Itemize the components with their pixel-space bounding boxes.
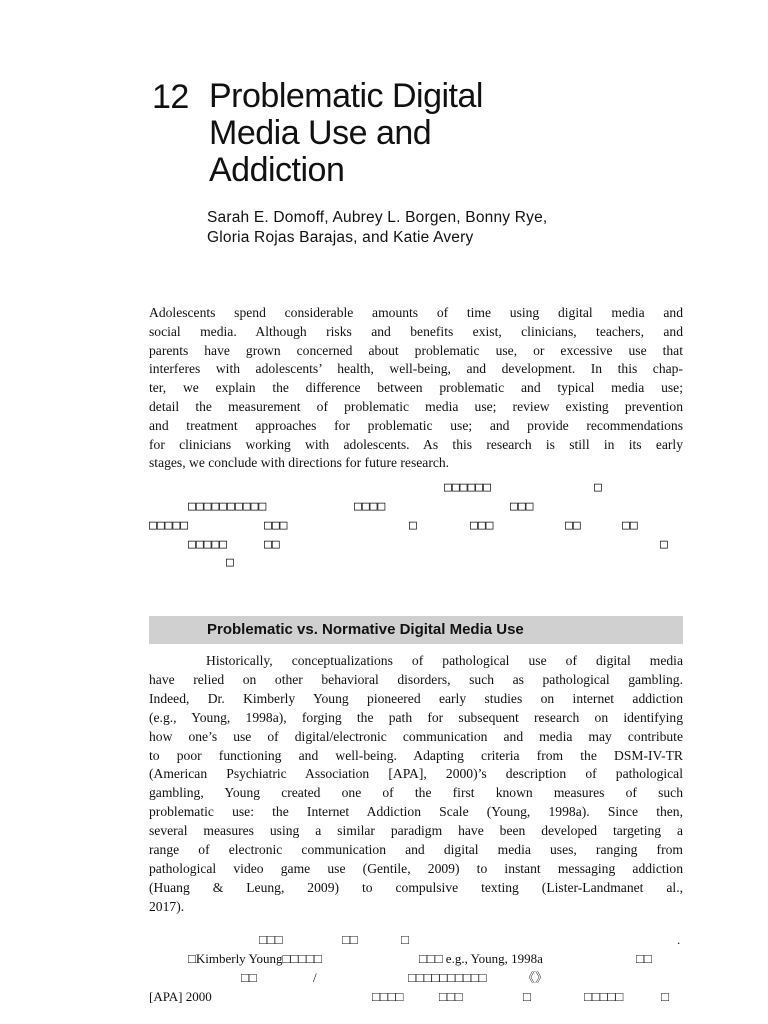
body-line: (Huang & Leung, 2009) to compulsive texting (Lister-Landmanet al., bbox=[149, 879, 683, 895]
abstract-line: and treatment approaches for problematic use; and provide recommendations bbox=[149, 417, 683, 433]
translation-glyphs: □□□□□□□□□□ bbox=[188, 499, 267, 514]
translation-glyphs: □□ bbox=[636, 951, 652, 966]
body-line: 2017). bbox=[149, 898, 185, 914]
body-line: (American Psychiatric Association [APA], 2000)’s description of pathological bbox=[149, 766, 683, 782]
translation-glyphs: 《》 bbox=[522, 970, 549, 985]
body-line: Historically, conceptualizations of pathological use of digital media bbox=[206, 653, 683, 668]
translation-glyphs: . bbox=[677, 932, 681, 947]
translation-glyphs: □ bbox=[401, 932, 409, 947]
body-line: gambling, Young created one of the first known measures of such bbox=[149, 785, 683, 801]
translation-glyphs: □□ bbox=[264, 537, 280, 552]
chapter-number: 12 bbox=[152, 78, 189, 116]
body-line: Indeed, Dr. Kimberly Young pioneered early studies on internet addiction bbox=[149, 690, 683, 706]
body-line: several measures using a similar paradigm have been developed targeting a bbox=[149, 823, 683, 839]
body-line: problematic use: the Internet Addiction Scale (Young, 1998a). Since then, bbox=[149, 804, 683, 820]
translation-glyphs: □ bbox=[523, 989, 531, 1004]
translation-glyphs: □□□□□ bbox=[188, 537, 228, 552]
body-paragraph bbox=[149, 652, 683, 917]
chapter-title-line: Problematic Digital bbox=[209, 77, 483, 115]
body-line: (e.g., Young, 1998a), forging the path for subsequent research on identifying bbox=[149, 709, 683, 725]
translation-glyphs: □□□ bbox=[259, 932, 283, 947]
section-heading: Problematic vs. Normative Digital Media Use bbox=[207, 621, 524, 638]
body-line: to poor functioning and well-being. Adapting criteria from the DSM-IV-TR bbox=[149, 747, 683, 763]
abstract bbox=[149, 304, 683, 473]
translation-glyphs: □ bbox=[594, 480, 602, 495]
author-list bbox=[207, 208, 647, 248]
translation-glyphs: □□□□□□ bbox=[444, 480, 491, 495]
body-line: pathological video game use (Gentile, 2009) to instant messaging addiction bbox=[149, 860, 683, 876]
translation-glyphs: □ bbox=[660, 537, 668, 552]
translation-glyphs: □□□ e.g., Young, 1998a bbox=[419, 951, 543, 966]
translation-glyphs: □Kimberly Young□□□□□ bbox=[188, 951, 322, 966]
translation-glyphs: □□□□□ bbox=[584, 989, 624, 1004]
translation-glyphs: □ bbox=[661, 989, 669, 1004]
translation-glyphs: □□□□□□□□□□ bbox=[408, 970, 487, 985]
translation-glyphs: □□ bbox=[342, 932, 358, 947]
body-line: how one’s use of digital/electronic communication and media may contribute bbox=[149, 728, 683, 744]
chapter-title bbox=[209, 78, 569, 189]
author-line: Sarah E. Domoff, Aubrey L. Borgen, Bonny Rye, bbox=[207, 209, 548, 226]
abstract-line: social media. Although risks and benefits exist, clinicians, teachers, and bbox=[149, 323, 683, 339]
abstract-line: interferes with adolescents’ health, well-being, and development. In this chap- bbox=[149, 361, 683, 377]
abstract-line: detail the measurement of problematic media use; review existing prevention bbox=[149, 398, 683, 414]
body-line: range of electronic communication and digital media uses, ranging from bbox=[149, 842, 683, 858]
chapter-title-line: Media Use and bbox=[209, 114, 432, 152]
chapter-title-line: Addiction bbox=[209, 151, 345, 189]
translation-glyphs: □□□ bbox=[510, 499, 534, 514]
translation-glyphs: □ bbox=[226, 555, 234, 570]
translation-glyphs: / bbox=[313, 970, 317, 985]
translation-glyphs: □□ bbox=[241, 970, 257, 985]
translation-glyphs: □□□ bbox=[439, 989, 463, 1004]
section-heading-bar bbox=[149, 616, 683, 644]
translation-glyphs: □□□ bbox=[470, 518, 494, 533]
translation-glyphs: □□□□□ bbox=[149, 518, 189, 533]
translation-glyphs: □□ bbox=[622, 518, 638, 533]
translation-glyphs: [APA] 2000 bbox=[149, 989, 212, 1004]
translation-glyphs: □□□ bbox=[264, 518, 288, 533]
abstract-line: parents have grown concerned about problematic use, or excessive use that bbox=[149, 342, 683, 358]
translation-glyphs: □ bbox=[409, 518, 417, 533]
body-line: have relied on other behavioral disorders, such as pathological gambling. bbox=[149, 671, 683, 687]
translation-glyphs: □□ bbox=[565, 518, 581, 533]
translation-glyphs: □□□□ bbox=[372, 989, 404, 1004]
abstract-line: ter, we explain the difference between problematic and typical media use; bbox=[149, 380, 683, 396]
author-line: Gloria Rojas Barajas, and Katie Avery bbox=[207, 229, 474, 246]
translation-glyphs: □□□□ bbox=[354, 499, 386, 514]
abstract-line: Adolescents spend considerable amounts of time using digital media and bbox=[149, 305, 683, 320]
abstract-line: for clinicians working with adolescents. As this research is still in its early bbox=[149, 436, 683, 452]
abstract-line: stages, we conclude with directions for future research. bbox=[149, 455, 450, 471]
